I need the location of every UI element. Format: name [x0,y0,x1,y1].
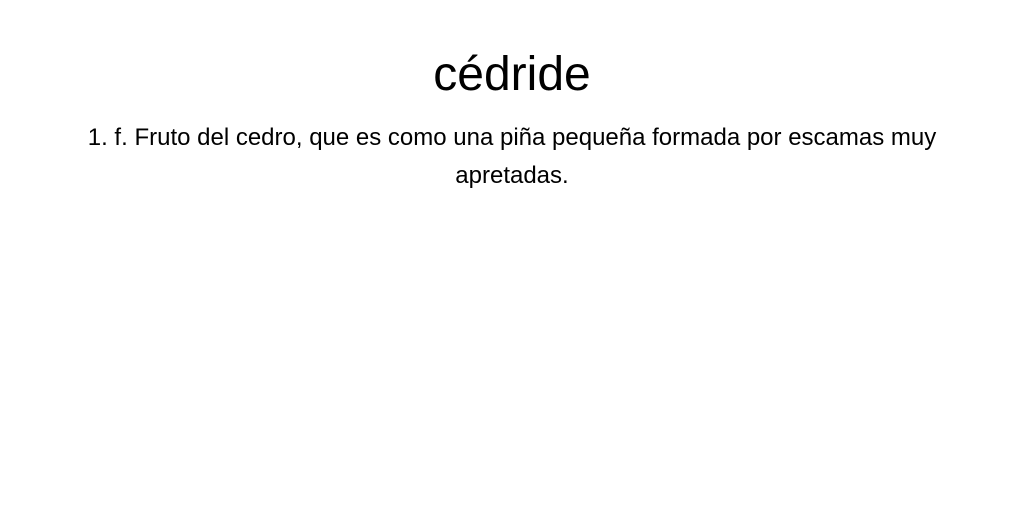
headword: cédride [433,48,591,101]
definition-text: 1. f. Fruto del cedro, que es como una piña pequeña formada por escamas muy apretadas. [87,124,937,189]
dictionary-entry [0,0,1024,195]
